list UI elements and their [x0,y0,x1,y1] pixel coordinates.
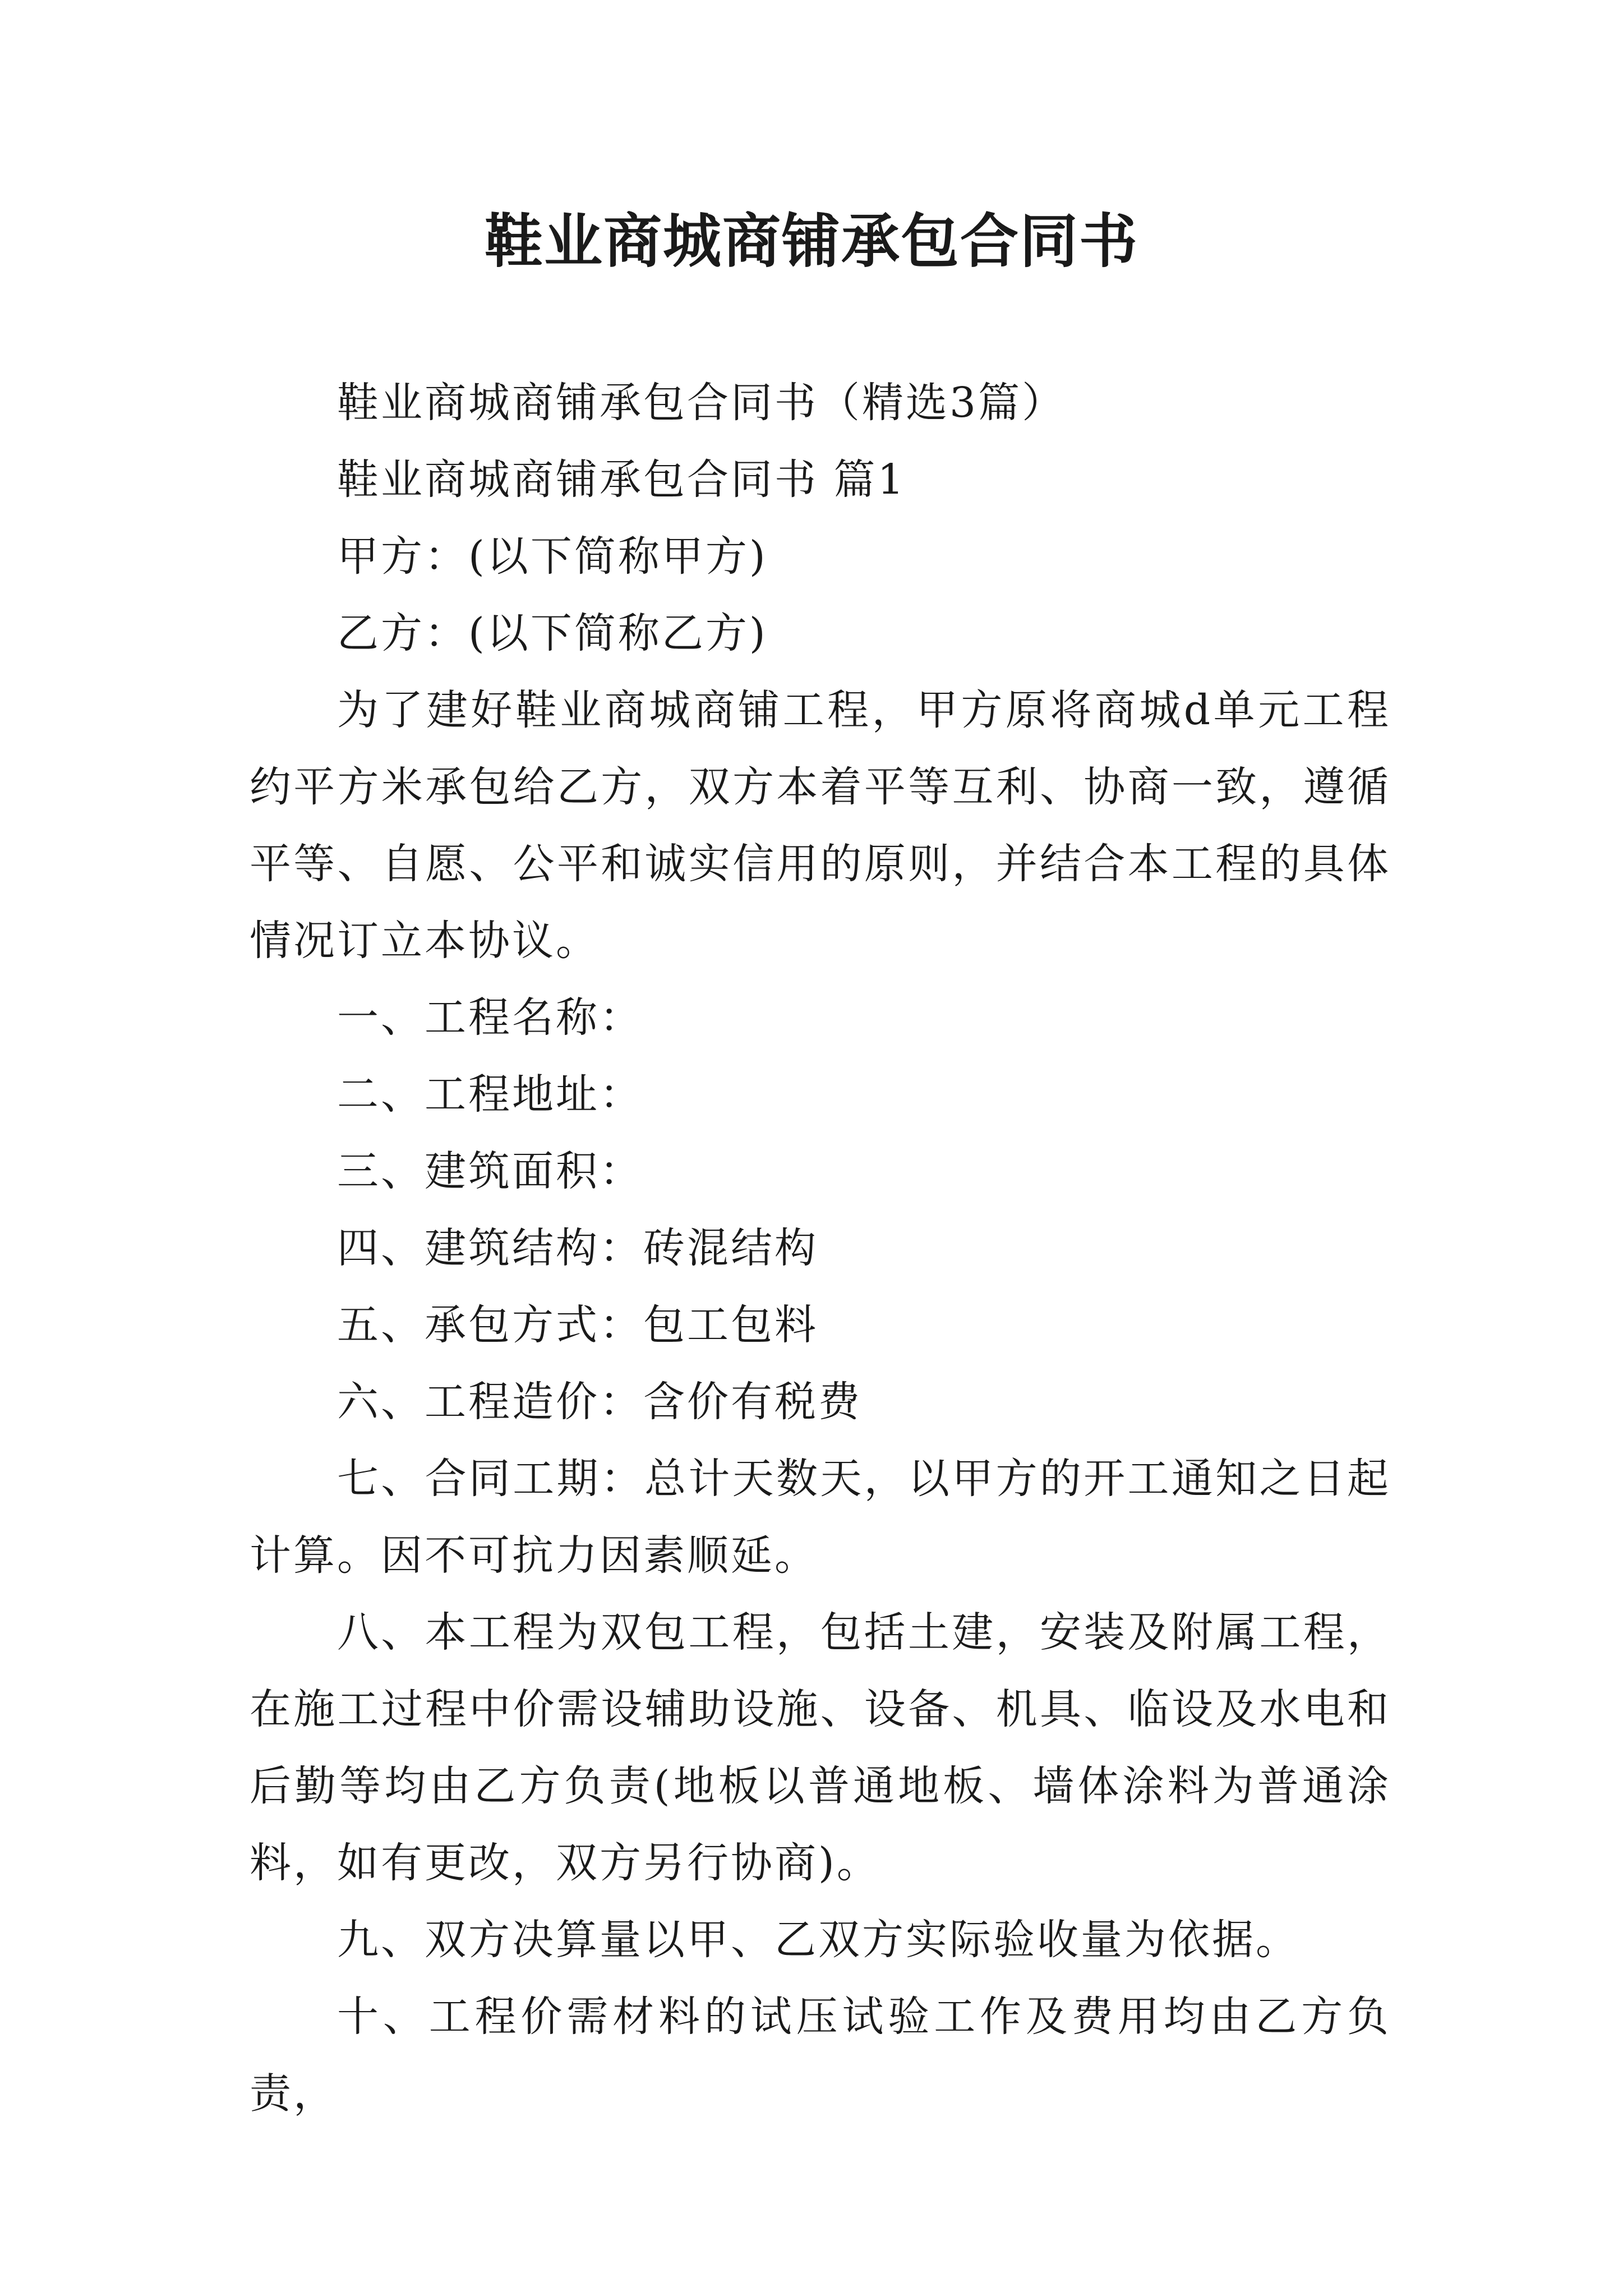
paragraph-chapter-heading: 鞋业商城商铺承包合同书 篇1 [337,455,906,504]
document-title: 鞋业商城商铺承包合同书 [484,206,1138,275]
clause-8-scope: 八、本工程为双包工程，包括土建，安装及附属工程，在施工过程中价需设辅助设施、设备、机具、临设及水电和后勤等均由乙方负责(地板以普通地板、墙体涂料为普通涂料，如有更改，双方另行协商)。 [250,1608,1391,1887]
clause-2-project-address: 二、工程地址： [337,1070,643,1119]
clause-4-building-structure: 四、建筑结构：砖混结构 [337,1224,818,1272]
clause-3-building-area: 三、建筑面积： [337,1147,643,1195]
clause-9-settlement: 九、双方决算量以甲、乙双方实际验收量为依据。 [337,1916,1299,1964]
clause-10-testing: 十、工程价需材料的试压试验工作及费用均由乙方负责， [250,1993,1391,2118]
clause-7-contract-period: 七、合同工期：总计天数天，以甲方的开工通知之日起计算。因不可抗力因素顺延。 [250,1455,1391,1580]
clause-6-project-cost: 六、工程造价：含价有税费 [337,1378,862,1426]
paragraph-preamble: 为了建好鞋业商城商铺工程，甲方原将商城d单元工程约平方米承包给乙方，双方本着平等互利、协商一致，遵循平等、自愿、公平和诚实信用的原则，并结合本工程的具体情况订立本协议。 [250,686,1391,965]
clause-1-project-name: 一、工程名称： [337,993,643,1042]
paragraph-subtitle: 鞋业商城商铺承包合同书（精选3篇） [337,379,1066,427]
paragraph-party-a: 甲方：(以下简称甲方) [337,532,768,581]
clause-5-contract-method: 五、承包方式：包工包料 [337,1301,818,1349]
document-body [250,365,1391,2132]
paragraph-party-b: 乙方：(以下简称乙方) [337,609,768,657]
